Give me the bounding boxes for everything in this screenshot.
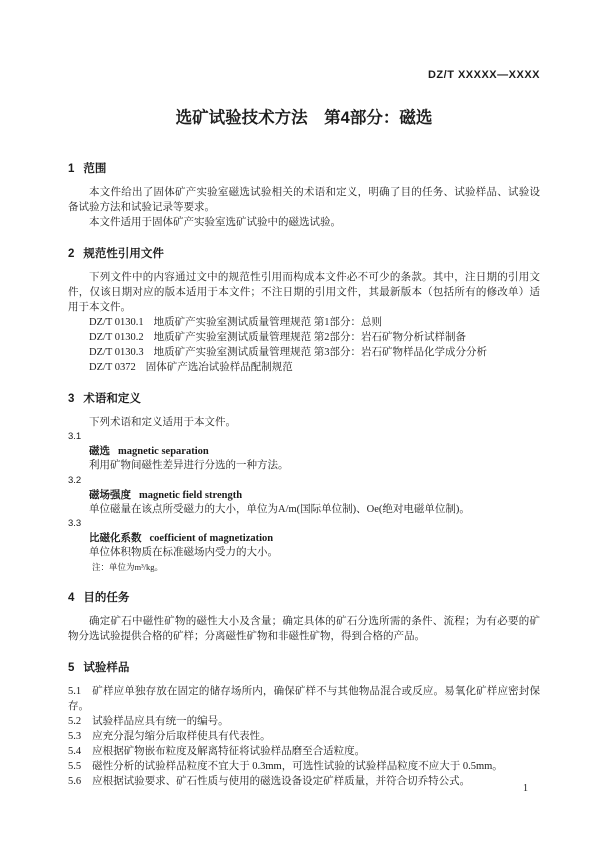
term-name-zh: 磁场强度 (89, 488, 131, 501)
section-1-number: 1 (68, 163, 75, 175)
reference-title: 地质矿产实验室测试质量管理规范 第3部分：岩石矿物样品化学成分分析 (153, 347, 488, 358)
term-title-line (68, 531, 540, 546)
doc-reference: DZ/T XXXXX—XXXX (427, 69, 540, 81)
section-3-heading (68, 393, 540, 406)
reference-title: 地质矿产实验室测试质量管理规范 第2部分：岩石矿物分析试样制备 (153, 332, 467, 343)
purpose-paragraph: 确定矿石中磁性矿物的磁性大小及含量；确定具体的矿石分选所需的条件、流程；为有必要的矿物分选试验提供合格的矿样；分离磁性矿物和非磁性矿物，得到合格的产品。 (68, 615, 540, 642)
reference-item (68, 360, 540, 375)
clause-item (68, 729, 540, 744)
clause-item (68, 744, 540, 759)
clause-text: 试验样品应具有统一的编号。 (92, 715, 229, 727)
section-normative-references (68, 248, 540, 375)
term-name-zh: 磁选 (89, 445, 110, 457)
clause-item (68, 774, 540, 789)
section-2-title: 规范性引用文件 (83, 248, 164, 260)
terms-intro-paragraph: 下列术语和定义适用于本文件。 (89, 417, 236, 428)
term-name-en: magnetic field strength (139, 489, 243, 501)
references-intro-paragraph: 下列文件中的内容通过文中的规范性引用而构成本文件必不可少的条款。其中，注日期的引用文件，仅该日期对应的版本适用于本文件；不注日期的引用文件，其最新版本（包括所有的修改单）适用于本文件。 (68, 272, 540, 313)
term-entry (68, 474, 540, 518)
clause-item (68, 759, 540, 774)
clause-number: 5.6 (68, 775, 82, 787)
term-name-en: magnetic separation (118, 446, 209, 457)
section-5-heading (68, 662, 540, 675)
term-definition: 单位磁量在该点所受磁力的大小，单位为A/m(国际单位制)、Oe(绝对电磁单位制)。 (89, 503, 470, 515)
section-1-title: 范围 (83, 163, 107, 175)
clause-text: 应根据矿物嵌布粒度及解离特征将试验样品磨至合适粒度。 (92, 745, 366, 757)
reference-code: DZ/T 0130.2 (89, 332, 144, 343)
term-title-line (68, 444, 540, 459)
clause-number: 5.2 (68, 715, 82, 727)
clause-text: 磁性分析的试验样品粒度不宜大于 0.3mm，可选性试验的试验样品粒度不应大于 0.5mm。 (92, 760, 503, 772)
clause-item (68, 684, 540, 714)
section-2-heading (68, 248, 540, 261)
term-definition: 单位体积物质在标准磁场内受力的大小。 (89, 547, 278, 558)
clause-item (68, 714, 540, 729)
page-number: 1 (523, 783, 528, 794)
section-5-number: 5 (68, 661, 75, 674)
section-purpose-tasks (68, 592, 540, 644)
section-4-number: 4 (68, 591, 75, 604)
clause-text: 应充分混匀缩分后取样使具有代表性。 (92, 730, 271, 742)
clause-text: 应根据试验要求、矿石性质与使用的磁选设备设定矿样质量，并符合切乔特公式。 (92, 775, 471, 787)
term-number: 3.3 (68, 518, 82, 529)
reference-title: 固体矿产选冶试验样品配制规范 (145, 362, 293, 373)
clause-number: 5.3 (68, 730, 82, 742)
reference-code: DZ/T 0130.3 (89, 347, 144, 358)
section-test-samples (68, 662, 540, 789)
clause-number: 5.5 (68, 760, 82, 772)
term-number: 3.2 (68, 474, 82, 486)
reference-item (68, 315, 540, 330)
scope-paragraph-2: 本文件适用于固体矿产实验室选矿试验中的磁选试验。 (89, 217, 341, 228)
reference-item (68, 330, 540, 345)
term-definition: 利用矿物间磁性差异进行分选的一种方法。 (89, 460, 289, 471)
page-title: 选矿试验技术方法 第4部分：磁选 (175, 109, 433, 127)
section-3-title: 术语和定义 (83, 393, 141, 405)
section-3-number: 3 (68, 393, 75, 405)
term-entry (68, 517, 540, 574)
clause-text: 矿样应单独存放在固定的储存场所内，确保矿样不与其他物品混合或反应。易氧化矿样应密封保存。 (68, 685, 540, 712)
reference-title: 地质矿产实验室测试质量管理规范 第1部分：总则 (153, 317, 383, 328)
section-4-heading (68, 592, 540, 605)
term-name-zh: 比磁化系数 (89, 532, 142, 544)
scope-paragraph-1: 本文件给出了固体矿产实验室磁选试验相关的术语和定义，明确了目的任务、试验样品、试验设备试验方法和试验记录等要求。 (68, 187, 540, 213)
reference-item (68, 345, 540, 360)
term-number: 3.1 (68, 431, 82, 442)
term-entry (68, 430, 540, 474)
term-name-en: coefficient of magnetization (149, 533, 274, 544)
reference-code: DZ/T 0130.1 (89, 317, 144, 328)
section-5-title: 试验样品 (83, 661, 130, 674)
clause-number: 5.4 (68, 745, 82, 757)
reference-code: DZ/T 0372 (89, 362, 136, 373)
section-2-number: 2 (68, 248, 75, 260)
section-terms-definitions (68, 393, 540, 574)
section-4-title: 目的任务 (83, 591, 130, 604)
reference-list (68, 315, 540, 375)
section-scope (68, 163, 540, 230)
section-1-heading (68, 163, 540, 176)
term-note: 注：单位为m³/kg。 (92, 561, 164, 572)
clause-number: 5.1 (68, 685, 82, 697)
term-title-line (68, 488, 540, 503)
